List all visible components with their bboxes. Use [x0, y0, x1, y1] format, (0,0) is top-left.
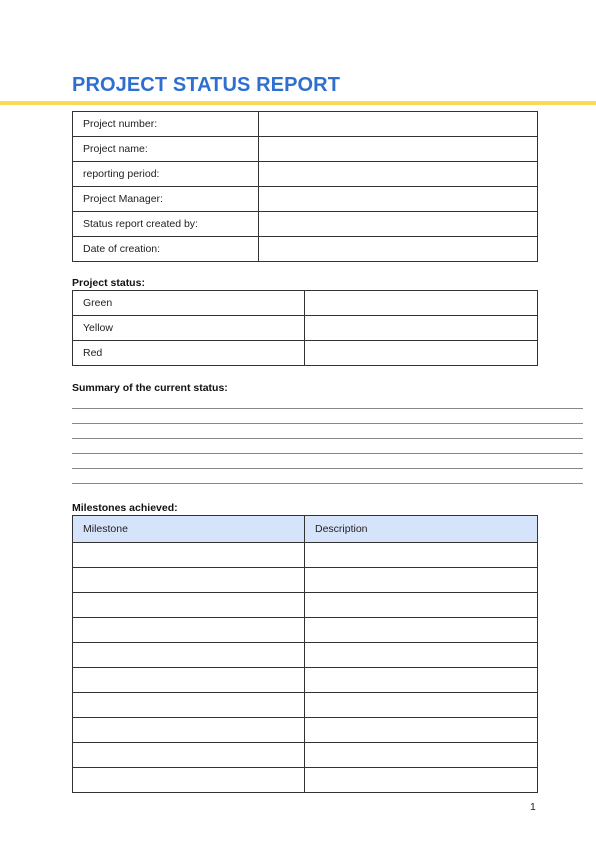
created-by-field[interactable] — [259, 212, 538, 237]
description-column-header: Description — [305, 516, 538, 543]
description-cell[interactable] — [305, 718, 538, 743]
project-number-field[interactable] — [259, 112, 538, 137]
project-info-table — [72, 111, 538, 262]
table-row — [73, 568, 538, 593]
milestone-cell[interactable] — [73, 768, 305, 793]
description-cell[interactable] — [305, 568, 538, 593]
milestone-cell[interactable] — [73, 593, 305, 618]
description-cell[interactable] — [305, 618, 538, 643]
milestone-cell[interactable] — [73, 693, 305, 718]
milestone-cell[interactable] — [73, 668, 305, 693]
status-yellow-label: Yellow — [73, 316, 305, 341]
title-accent-divider — [0, 101, 596, 105]
table-row — [73, 668, 538, 693]
milestone-cell[interactable] — [73, 743, 305, 768]
table-row — [73, 212, 538, 237]
summary-writing-line[interactable] — [72, 483, 583, 484]
milestone-cell[interactable] — [73, 568, 305, 593]
milestone-cell[interactable] — [73, 618, 305, 643]
created-by-label: Status report created by: — [73, 212, 259, 237]
summary-writing-line[interactable] — [72, 408, 583, 409]
table-row — [73, 162, 538, 187]
project-name-field[interactable] — [259, 137, 538, 162]
page-number: 1 — [530, 801, 536, 813]
status-red-field[interactable] — [305, 341, 538, 366]
milestone-cell[interactable] — [73, 543, 305, 568]
date-of-creation-label: Date of creation: — [73, 237, 259, 262]
description-cell[interactable] — [305, 593, 538, 618]
table-row — [73, 237, 538, 262]
project-status-table — [72, 290, 538, 366]
page-title: PROJECT STATUS REPORT — [72, 74, 341, 96]
summary-writing-line[interactable] — [72, 423, 583, 424]
table-row — [73, 291, 538, 316]
milestone-column-header: Milestone — [73, 516, 305, 543]
description-cell[interactable] — [305, 693, 538, 718]
table-row — [73, 718, 538, 743]
milestone-cell[interactable] — [73, 643, 305, 668]
status-green-field[interactable] — [305, 291, 538, 316]
table-row — [73, 593, 538, 618]
description-cell[interactable] — [305, 743, 538, 768]
table-row — [73, 693, 538, 718]
summary-writing-line[interactable] — [72, 453, 583, 454]
description-cell[interactable] — [305, 768, 538, 793]
project-manager-label: Project Manager: — [73, 187, 259, 212]
status-red-label: Red — [73, 341, 305, 366]
table-header-row — [73, 516, 538, 543]
project-name-label: Project name: — [73, 137, 259, 162]
table-row — [73, 768, 538, 793]
milestone-cell[interactable] — [73, 718, 305, 743]
project-status-heading: Project status: — [72, 277, 145, 289]
description-cell[interactable] — [305, 643, 538, 668]
project-number-label: Project number: — [73, 112, 259, 137]
table-row — [73, 341, 538, 366]
milestones-table — [72, 515, 538, 793]
table-row — [73, 743, 538, 768]
reporting-period-label: reporting period: — [73, 162, 259, 187]
table-row — [73, 137, 538, 162]
description-cell[interactable] — [305, 668, 538, 693]
summary-writing-line[interactable] — [72, 468, 583, 469]
summary-writing-line[interactable] — [72, 438, 583, 439]
date-of-creation-field[interactable] — [259, 237, 538, 262]
table-row — [73, 543, 538, 568]
summary-heading: Summary of the current status: — [72, 382, 228, 394]
reporting-period-field[interactable] — [259, 162, 538, 187]
status-green-label: Green — [73, 291, 305, 316]
project-manager-field[interactable] — [259, 187, 538, 212]
milestones-heading: Milestones achieved: — [72, 502, 178, 514]
table-row — [73, 316, 538, 341]
status-yellow-field[interactable] — [305, 316, 538, 341]
table-row — [73, 643, 538, 668]
table-row — [73, 112, 538, 137]
description-cell[interactable] — [305, 543, 538, 568]
table-row — [73, 187, 538, 212]
table-row — [73, 618, 538, 643]
